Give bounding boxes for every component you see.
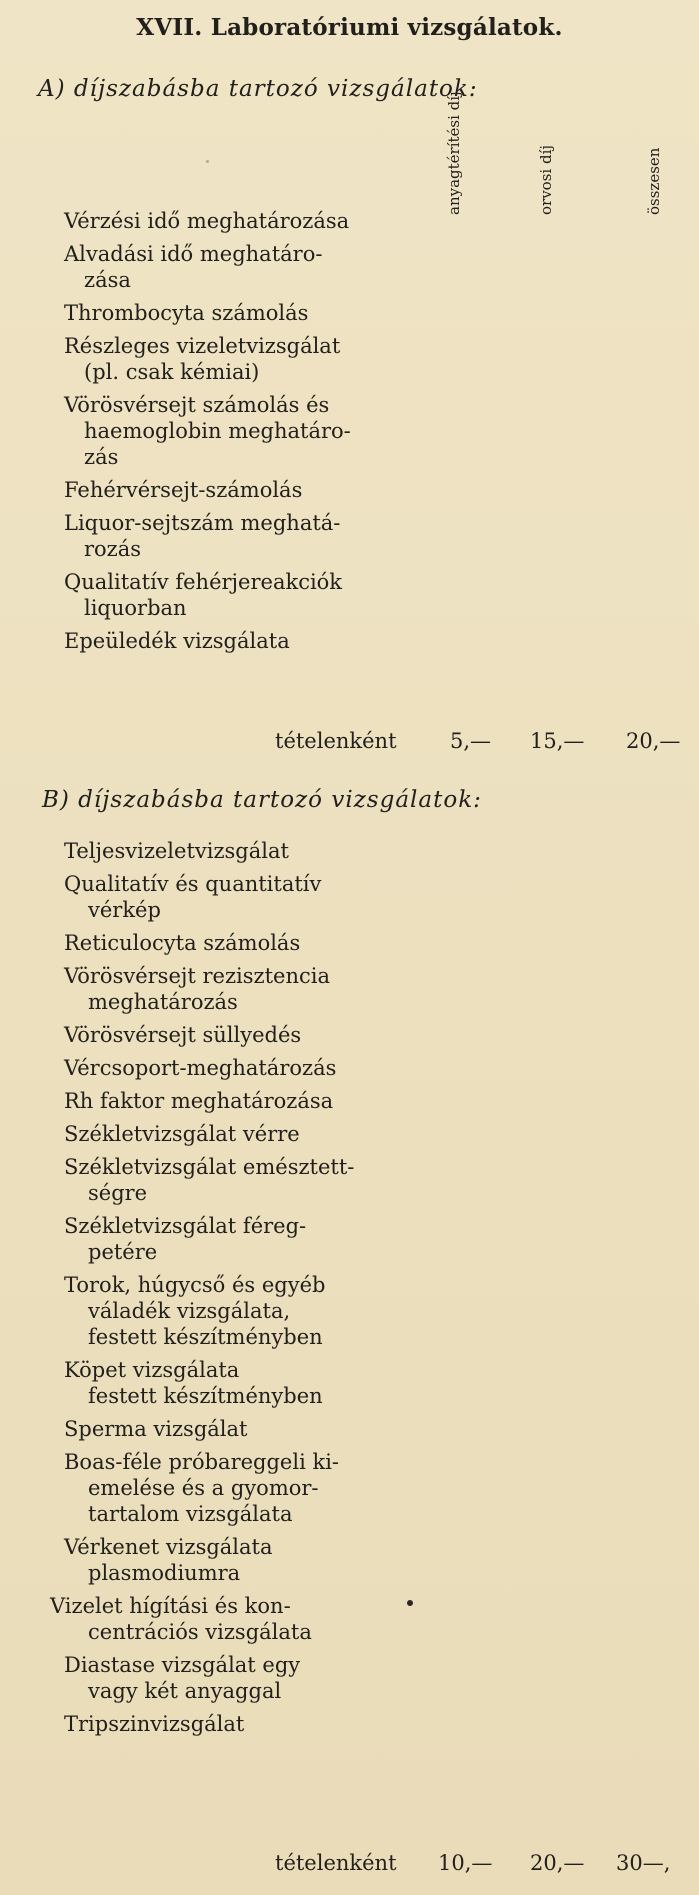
list-item: Vörösvérsejt rezisztencia meghatározás <box>64 964 330 1014</box>
list-item: Diastase vizsgálat egy vagy két anyaggal <box>64 1653 301 1703</box>
material-fee-value: 10,— <box>438 1851 493 1875</box>
print-speck <box>407 1600 413 1606</box>
print-speck <box>206 160 209 163</box>
page-title: XVII. Laboratóriumi vizsgálatok. <box>136 14 563 41</box>
list-item: Vörösvérsejt süllyedés <box>64 1023 302 1047</box>
section-a-list <box>0 208 699 661</box>
section-b-list <box>0 838 699 1744</box>
doctor-fee-value: 20,— <box>530 1851 585 1875</box>
section-b-heading: B) díjszabásba tartozó vizsgálatok: <box>42 787 482 813</box>
list-item: Teljesvizeletvizsgálat <box>64 839 289 863</box>
list-item: Epeüledék vizsgálata <box>64 629 290 653</box>
section-a-heading: A) díjszabásba tartozó vizsgálatok: <box>38 76 478 102</box>
list-item: Alvadási idő meghatáro- zása <box>64 242 323 292</box>
list-item: Thrombocyta számolás <box>64 301 309 325</box>
section-a-totals-row <box>0 729 699 759</box>
material-fee-value: 5,— <box>450 729 492 753</box>
list-item: Vizelet hígítási és kon- centrációs vizsgálata <box>50 1594 312 1644</box>
column-header-total: összesen <box>645 147 663 215</box>
list-item: Qualitatív fehérjereakciók liquorban <box>64 570 343 620</box>
section-b-totals-row <box>0 1851 699 1881</box>
total-label: tételenként <box>275 729 397 753</box>
list-item: Fehérvérsejt-számolás <box>64 478 303 502</box>
list-item: Vérkenet vizsgálata plasmodiumra <box>64 1535 273 1585</box>
list-item: Qualitatív és quantitatív vérkép <box>64 872 322 922</box>
list-item: Székletvizsgálat vérre <box>64 1122 300 1146</box>
column-header-material-fee: anyagtérítési díj <box>445 91 463 215</box>
list-item: Köpet vizsgálata festett készítményben <box>64 1358 323 1408</box>
list-item: Tripszinvizsgálat <box>64 1712 245 1736</box>
list-item: Sperma vizsgálat <box>64 1417 248 1441</box>
column-header-doctor-fee: orvosi díj <box>537 144 555 215</box>
list-item: Részleges vizeletvizsgálat (pl. csak kémiai) <box>64 334 341 384</box>
list-item: Rh faktor meghatározása <box>64 1089 334 1113</box>
list-item: Székletvizsgálat féreg- petére <box>64 1214 307 1264</box>
doctor-fee-value: 15,— <box>530 729 585 753</box>
list-item: Reticulocyta számolás <box>64 931 301 955</box>
total-value: 30—, <box>616 1851 671 1875</box>
list-item: Vérzési idő meghatározása <box>64 209 350 233</box>
list-item: Vércsoport-meghatározás <box>64 1056 337 1080</box>
total-value: 20,— <box>626 729 681 753</box>
list-item: Liquor-sejtszám meghatá- rozás <box>64 511 341 561</box>
list-item: Vörösvérsejt számolás és haemoglobin meghatáro- zás <box>64 393 351 469</box>
list-item: Torok, húgycső és egyéb váladék vizsgálata, festett készítményben <box>64 1273 326 1349</box>
total-label: tételenként <box>275 1851 397 1875</box>
list-item: Székletvizsgálat emésztett- ségre <box>64 1155 355 1205</box>
list-item: Boas-féle próbareggeli ki- emelése és a gyomor- tartalom vizsgálata <box>64 1450 339 1526</box>
